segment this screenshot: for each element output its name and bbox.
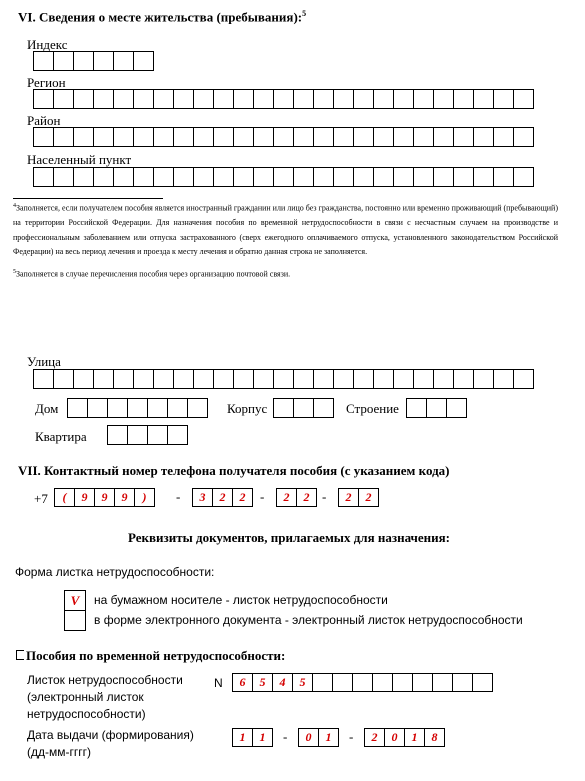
index-label: Индекс [27, 37, 68, 52]
house-label: Дом [35, 401, 59, 416]
number-prefix: N [214, 676, 223, 690]
char-box[interactable] [393, 127, 414, 147]
char-box[interactable] [53, 369, 74, 389]
char-box[interactable] [373, 369, 394, 389]
digit-box[interactable] [472, 673, 493, 692]
char-box[interactable] [253, 89, 274, 109]
char-box[interactable] [273, 127, 294, 147]
char-box[interactable] [313, 127, 334, 147]
char-box[interactable] [433, 369, 454, 389]
sheet-number-boxes[interactable] [232, 673, 493, 692]
char-box[interactable] [153, 127, 174, 147]
char-box[interactable] [173, 89, 194, 109]
digit-box[interactable]: 2 [338, 488, 359, 507]
char-box[interactable] [213, 127, 234, 147]
char-box[interactable] [113, 127, 134, 147]
char-box[interactable] [53, 89, 74, 109]
form-label: Форма листка нетрудоспособности: [15, 565, 215, 579]
phone-prefix: +7 [34, 491, 48, 506]
digit-box[interactable] [392, 673, 413, 692]
char-box[interactable] [513, 89, 534, 109]
digit-box[interactable]: 3 [192, 488, 213, 507]
char-box[interactable] [433, 127, 454, 147]
char-box[interactable] [313, 167, 334, 187]
digit-box[interactable]: 2 [232, 488, 253, 507]
digit-box[interactable]: 5 [252, 673, 273, 692]
structure-boxes[interactable] [406, 398, 467, 418]
char-box[interactable] [493, 89, 514, 109]
char-box[interactable] [93, 167, 114, 187]
char-box[interactable] [333, 89, 354, 109]
digit-box[interactable]: 0 [384, 728, 405, 747]
footnote-5: $^5$Заполняется в случае перечисления пособия через организацию почтовой связи. [13, 269, 291, 279]
digit-box[interactable]: 9 [94, 488, 115, 507]
char-box[interactable] [473, 167, 494, 187]
digit-box[interactable]: ( [54, 488, 75, 507]
digit-box[interactable] [332, 673, 353, 692]
char-box[interactable] [373, 89, 394, 109]
char-box[interactable] [133, 167, 154, 187]
char-box[interactable] [93, 89, 114, 109]
paper-option-label: на бумажном носителе - листок нетрудоспособности [94, 593, 388, 607]
digit-box[interactable] [432, 673, 453, 692]
char-box[interactable] [193, 89, 214, 109]
digit-box[interactable] [312, 673, 333, 692]
char-box[interactable] [353, 369, 374, 389]
digit-box[interactable]: 2 [364, 728, 385, 747]
char-box[interactable] [73, 127, 94, 147]
char-box[interactable] [333, 127, 354, 147]
digit-box[interactable]: 9 [74, 488, 95, 507]
digit-box[interactable]: 1 [318, 728, 339, 747]
char-box[interactable] [113, 369, 134, 389]
char-box[interactable] [293, 369, 314, 389]
char-box[interactable] [213, 89, 234, 109]
char-box[interactable] [173, 369, 194, 389]
phone-group-4[interactable] [338, 488, 379, 507]
char-box[interactable] [513, 127, 534, 147]
electronic-option-label: в форме электронного документа - электронный листок нетрудоспособности [94, 613, 523, 627]
char-box[interactable] [193, 167, 214, 187]
char-box[interactable] [233, 89, 254, 109]
footnote-4: $^4$Заполняется, если получателем пособия является иностранный гражданин или лицо без гражданства, постоянно или временно проживающий (пребывающий) на территории Российской Федерации. Для назначения пособия по временной нетрудоспособности в связи с несчастным случаем на производстве и профессиональным заболеванием или отпуска застрахованного (сверх ежегодного оплачиваемого отпуска, установленного законодательством Российской Федерации) на весь период лечения и проезда к месту лечения и обратно данная строка не заполняется. [13, 203, 559, 257]
house-boxes[interactable] [67, 398, 208, 418]
char-box[interactable] [433, 89, 454, 109]
section-6-title: VI. Сведения о месте жительства (пребывания):$^5$ [18, 9, 307, 25]
char-box[interactable] [473, 89, 494, 109]
char-box[interactable] [493, 127, 514, 147]
char-box[interactable] [333, 369, 354, 389]
digit-box[interactable]: 2 [276, 488, 297, 507]
region-boxes[interactable] [33, 89, 534, 109]
char-box[interactable] [273, 167, 294, 187]
benefit-title: Пособия по временной нетрудоспособности: [16, 648, 285, 664]
digit-box[interactable] [412, 673, 433, 692]
char-box[interactable] [353, 127, 374, 147]
char-box[interactable] [313, 89, 334, 109]
char-box[interactable] [33, 89, 54, 109]
phone-group-3[interactable] [276, 488, 317, 507]
digit-box[interactable]: 2 [212, 488, 233, 507]
char-box[interactable] [493, 167, 514, 187]
electronic-checkbox[interactable] [64, 610, 86, 631]
char-box[interactable] [413, 369, 434, 389]
digit-box[interactable] [372, 673, 393, 692]
char-box[interactable] [513, 369, 534, 389]
digit-box[interactable] [452, 673, 473, 692]
char-box[interactable] [233, 369, 254, 389]
date-dash: - [349, 729, 354, 744]
char-box[interactable] [153, 89, 174, 109]
date-label: Дата выдачи (формирования) (дд-мм-гггг) [27, 728, 194, 759]
char-box[interactable] [393, 167, 414, 187]
digit-box[interactable]: 6 [232, 673, 253, 692]
char-box[interactable] [393, 89, 414, 109]
documents-title: Реквизиты документов, прилагаемых для назначения: [128, 530, 450, 545]
locality-boxes[interactable] [33, 167, 534, 187]
sheet-label: Листок нетрудоспособности (электронный листок нетрудоспособности) [27, 673, 183, 721]
year-boxes[interactable] [364, 728, 445, 747]
char-box[interactable] [73, 89, 94, 109]
phone-dash: - [260, 489, 265, 504]
street-boxes[interactable] [33, 369, 534, 389]
char-box[interactable] [273, 369, 294, 389]
char-box[interactable] [413, 127, 434, 147]
char-box[interactable] [193, 369, 214, 389]
char-box[interactable] [53, 167, 74, 187]
char-box[interactable] [413, 167, 434, 187]
date-dash: - [283, 729, 288, 744]
char-box[interactable] [453, 89, 474, 109]
locality-label: Населенный пункт [27, 152, 132, 167]
phone-dash: - [176, 489, 181, 504]
char-box[interactable] [353, 89, 374, 109]
char-box[interactable] [433, 167, 454, 187]
char-box[interactable] [153, 369, 174, 389]
char-box[interactable] [113, 167, 134, 187]
char-box[interactable] [293, 89, 314, 109]
paper-checkbox[interactable] [64, 590, 86, 611]
building-boxes[interactable] [273, 398, 334, 418]
char-box[interactable] [313, 369, 334, 389]
structure-label: Строение [346, 401, 399, 416]
phone-group-2[interactable] [192, 488, 253, 507]
char-box[interactable] [133, 89, 154, 109]
char-box[interactable] [33, 369, 54, 389]
digit-box[interactable]: 1 [252, 728, 273, 747]
district-boxes[interactable] [33, 127, 534, 147]
district-label: Район [27, 113, 61, 128]
char-box[interactable] [293, 167, 314, 187]
char-box[interactable] [233, 127, 254, 147]
digit-box[interactable]: 4 [272, 673, 293, 692]
char-box[interactable] [473, 127, 494, 147]
digit-box[interactable]: 5 [292, 673, 313, 692]
char-box[interactable] [73, 369, 94, 389]
digit-box[interactable]: 9 [114, 488, 135, 507]
char-box[interactable] [233, 167, 254, 187]
char-box[interactable] [213, 369, 234, 389]
char-box[interactable] [473, 369, 494, 389]
char-box[interactable] [373, 167, 394, 187]
street-label: Улица [27, 354, 61, 369]
char-box[interactable] [53, 127, 74, 147]
char-box[interactable] [173, 127, 194, 147]
index-boxes[interactable] [33, 51, 154, 71]
apartment-boxes[interactable] [107, 425, 188, 445]
char-box[interactable] [453, 127, 474, 147]
digit-box[interactable]: 1 [404, 728, 425, 747]
char-box[interactable] [213, 167, 234, 187]
char-box[interactable] [133, 127, 154, 147]
char-box[interactable] [33, 167, 54, 187]
char-box[interactable] [253, 167, 274, 187]
char-box[interactable] [253, 369, 274, 389]
char-box[interactable] [193, 127, 214, 147]
char-box[interactable] [173, 167, 194, 187]
digit-box[interactable]: 2 [358, 488, 379, 507]
char-box[interactable] [93, 127, 114, 147]
digit-box[interactable]: 0 [298, 728, 319, 747]
digit-box[interactable]: 2 [296, 488, 317, 507]
char-box[interactable] [293, 127, 314, 147]
char-box[interactable] [513, 167, 534, 187]
char-box[interactable] [353, 167, 374, 187]
char-box[interactable] [373, 127, 394, 147]
month-boxes[interactable] [298, 728, 339, 747]
char-box[interactable] [493, 369, 514, 389]
digit-box[interactable]: ) [134, 488, 155, 507]
phone-code-group[interactable] [54, 488, 155, 507]
paper-check-mark: V [64, 590, 86, 611]
char-box[interactable] [253, 127, 274, 147]
day-boxes[interactable] [232, 728, 273, 747]
char-box[interactable] [413, 89, 434, 109]
char-box[interactable] [453, 369, 474, 389]
char-box[interactable] [333, 167, 354, 187]
digit-box[interactable]: 8 [424, 728, 445, 747]
building-label: Корпус [227, 401, 268, 416]
char-box[interactable] [113, 89, 134, 109]
char-box[interactable] [453, 167, 474, 187]
char-box[interactable] [153, 167, 174, 187]
char-box[interactable] [273, 89, 294, 109]
char-box[interactable] [93, 369, 114, 389]
char-box[interactable] [133, 369, 154, 389]
char-box[interactable] [393, 369, 414, 389]
digit-box[interactable] [352, 673, 373, 692]
char-box[interactable] [33, 127, 54, 147]
region-label: Регион [27, 75, 66, 90]
digit-box[interactable]: 1 [232, 728, 253, 747]
apartment-label: Квартира [35, 429, 87, 444]
phone-dash: - [322, 489, 327, 504]
section-7-title: VII. Контактный номер телефона получателя пособия (с указанием кода) [18, 463, 450, 478]
char-box[interactable] [73, 167, 94, 187]
